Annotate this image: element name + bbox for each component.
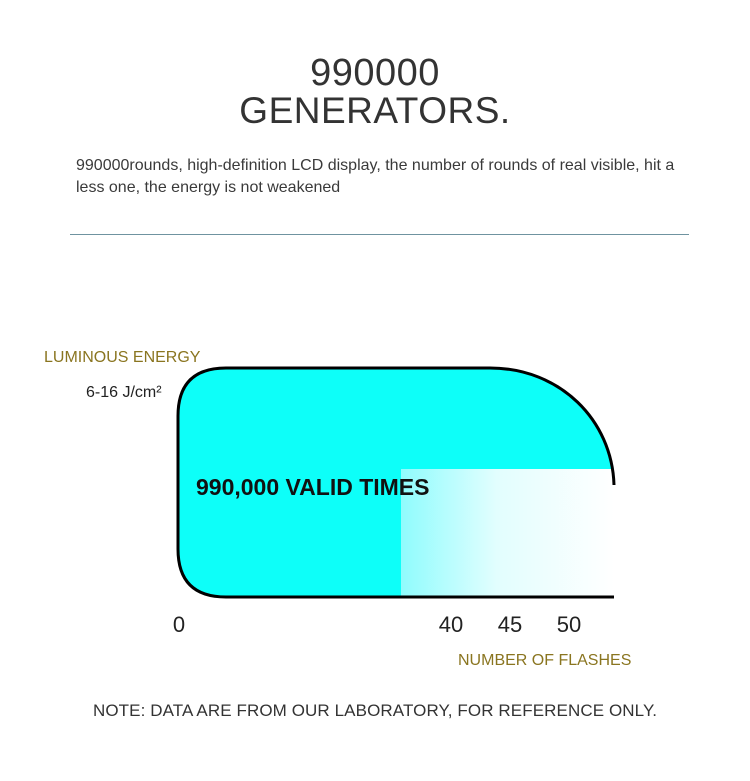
title-line-1: 990000 [310,52,440,94]
y-axis-label: LUMINOUS ENERGY [44,349,201,366]
x-tick-label: 0 [172,612,186,637]
valid-region-fade [401,469,614,597]
x-tick-label: 40 [438,612,464,637]
x-tick-label: 45 [497,612,523,637]
description-text: 990000rounds, high-definition LCD display, the number of rounds of real visible, hit a less one, the energy is not weakened [76,157,675,196]
x-tick-labels [173,612,581,637]
x-tick-label: 50 [556,612,582,637]
y-value-label: 6-16 J/cm² [86,384,162,401]
title-line-2: GENERATORS. [239,90,511,131]
x-axis-label: NUMBER OF FLASHES [458,652,632,669]
chart-annotation: 990,000 VALID TIMES [196,474,430,500]
footnote: NOTE: DATA ARE FROM OUR LABORATORY, FOR REFERENCE ONLY. [92,701,658,720]
